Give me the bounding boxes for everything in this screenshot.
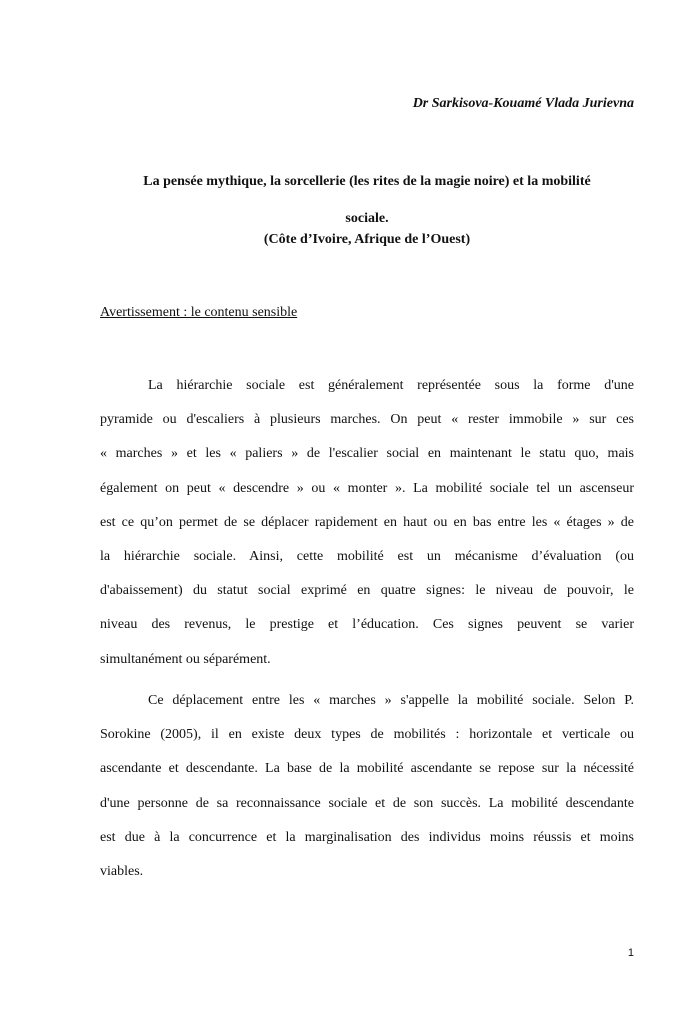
paragraph-2 — [100, 684, 634, 889]
title-line: La pensée mythique, la sorcellerie (les rites de la magie noire) et la mobilité — [143, 174, 591, 189]
paragraph-line: d'une personne de sa reconnaissance sociale et de son succès. La mobilité descendante — [100, 795, 634, 811]
paragraph-line: ascendante et descendante. La base de la mobilité ascendante se repose sur la nécessité — [100, 761, 634, 777]
paragraph-line: d'abaissement) du statut social exprimé en quatre signes: le niveau de pouvoir, le — [100, 583, 634, 599]
paragraph-line: également on peut « descendre » ou « monter ». La mobilité sociale tel un ascenseur — [100, 480, 634, 496]
author-name: Dr Sarkisova-Kouamé Vlada Jurievna — [412, 96, 634, 111]
paragraph-line: Sorokine (2005), il en existe deux types de mobilités : horizontale et verticale ou — [100, 727, 634, 743]
paragraph-line: est ce qu’on permet de se déplacer rapidement en haut ou en bas entre les « étages » de — [100, 514, 634, 530]
paragraph-line: niveau des revenus, le prestige et l’éducation. Ces signes peuvent se varier — [100, 617, 634, 633]
paragraph-line: La hiérarchie sociale est généralement représentée sous la forme d'une — [148, 378, 634, 393]
content-warning: Avertissement : le contenu sensible — [100, 305, 298, 320]
paragraph-line: la hiérarchie sociale. Ainsi, cette mobilité est un mécanisme d’évaluation (ou — [100, 548, 634, 564]
paragraph-line: pyramide ou d'escaliers à plusieurs marches. On peut « rester immobile » sur ces — [100, 412, 634, 428]
paragraph-line: est due à la concurrence et la marginalisation des individus moins réussis et moins — [100, 829, 634, 845]
paragraph-line: « marches » et les « paliers » de l'escalier social en maintenant le statu quo, mais — [100, 446, 634, 462]
document-subtitle: (Côte d’Ivoire, Afrique de l’Ouest) — [263, 232, 471, 247]
document-title — [100, 163, 634, 237]
paragraph-line: Ce déplacement entre les « marches » s'appelle la mobilité sociale. Selon P. — [148, 693, 634, 708]
paragraph-line: viables. — [100, 863, 144, 879]
page-number: 1 — [627, 947, 634, 959]
title-line: sociale. — [345, 211, 389, 226]
paragraph-1 — [100, 369, 634, 677]
paragraph-line: simultanément ou séparément. — [100, 651, 271, 667]
